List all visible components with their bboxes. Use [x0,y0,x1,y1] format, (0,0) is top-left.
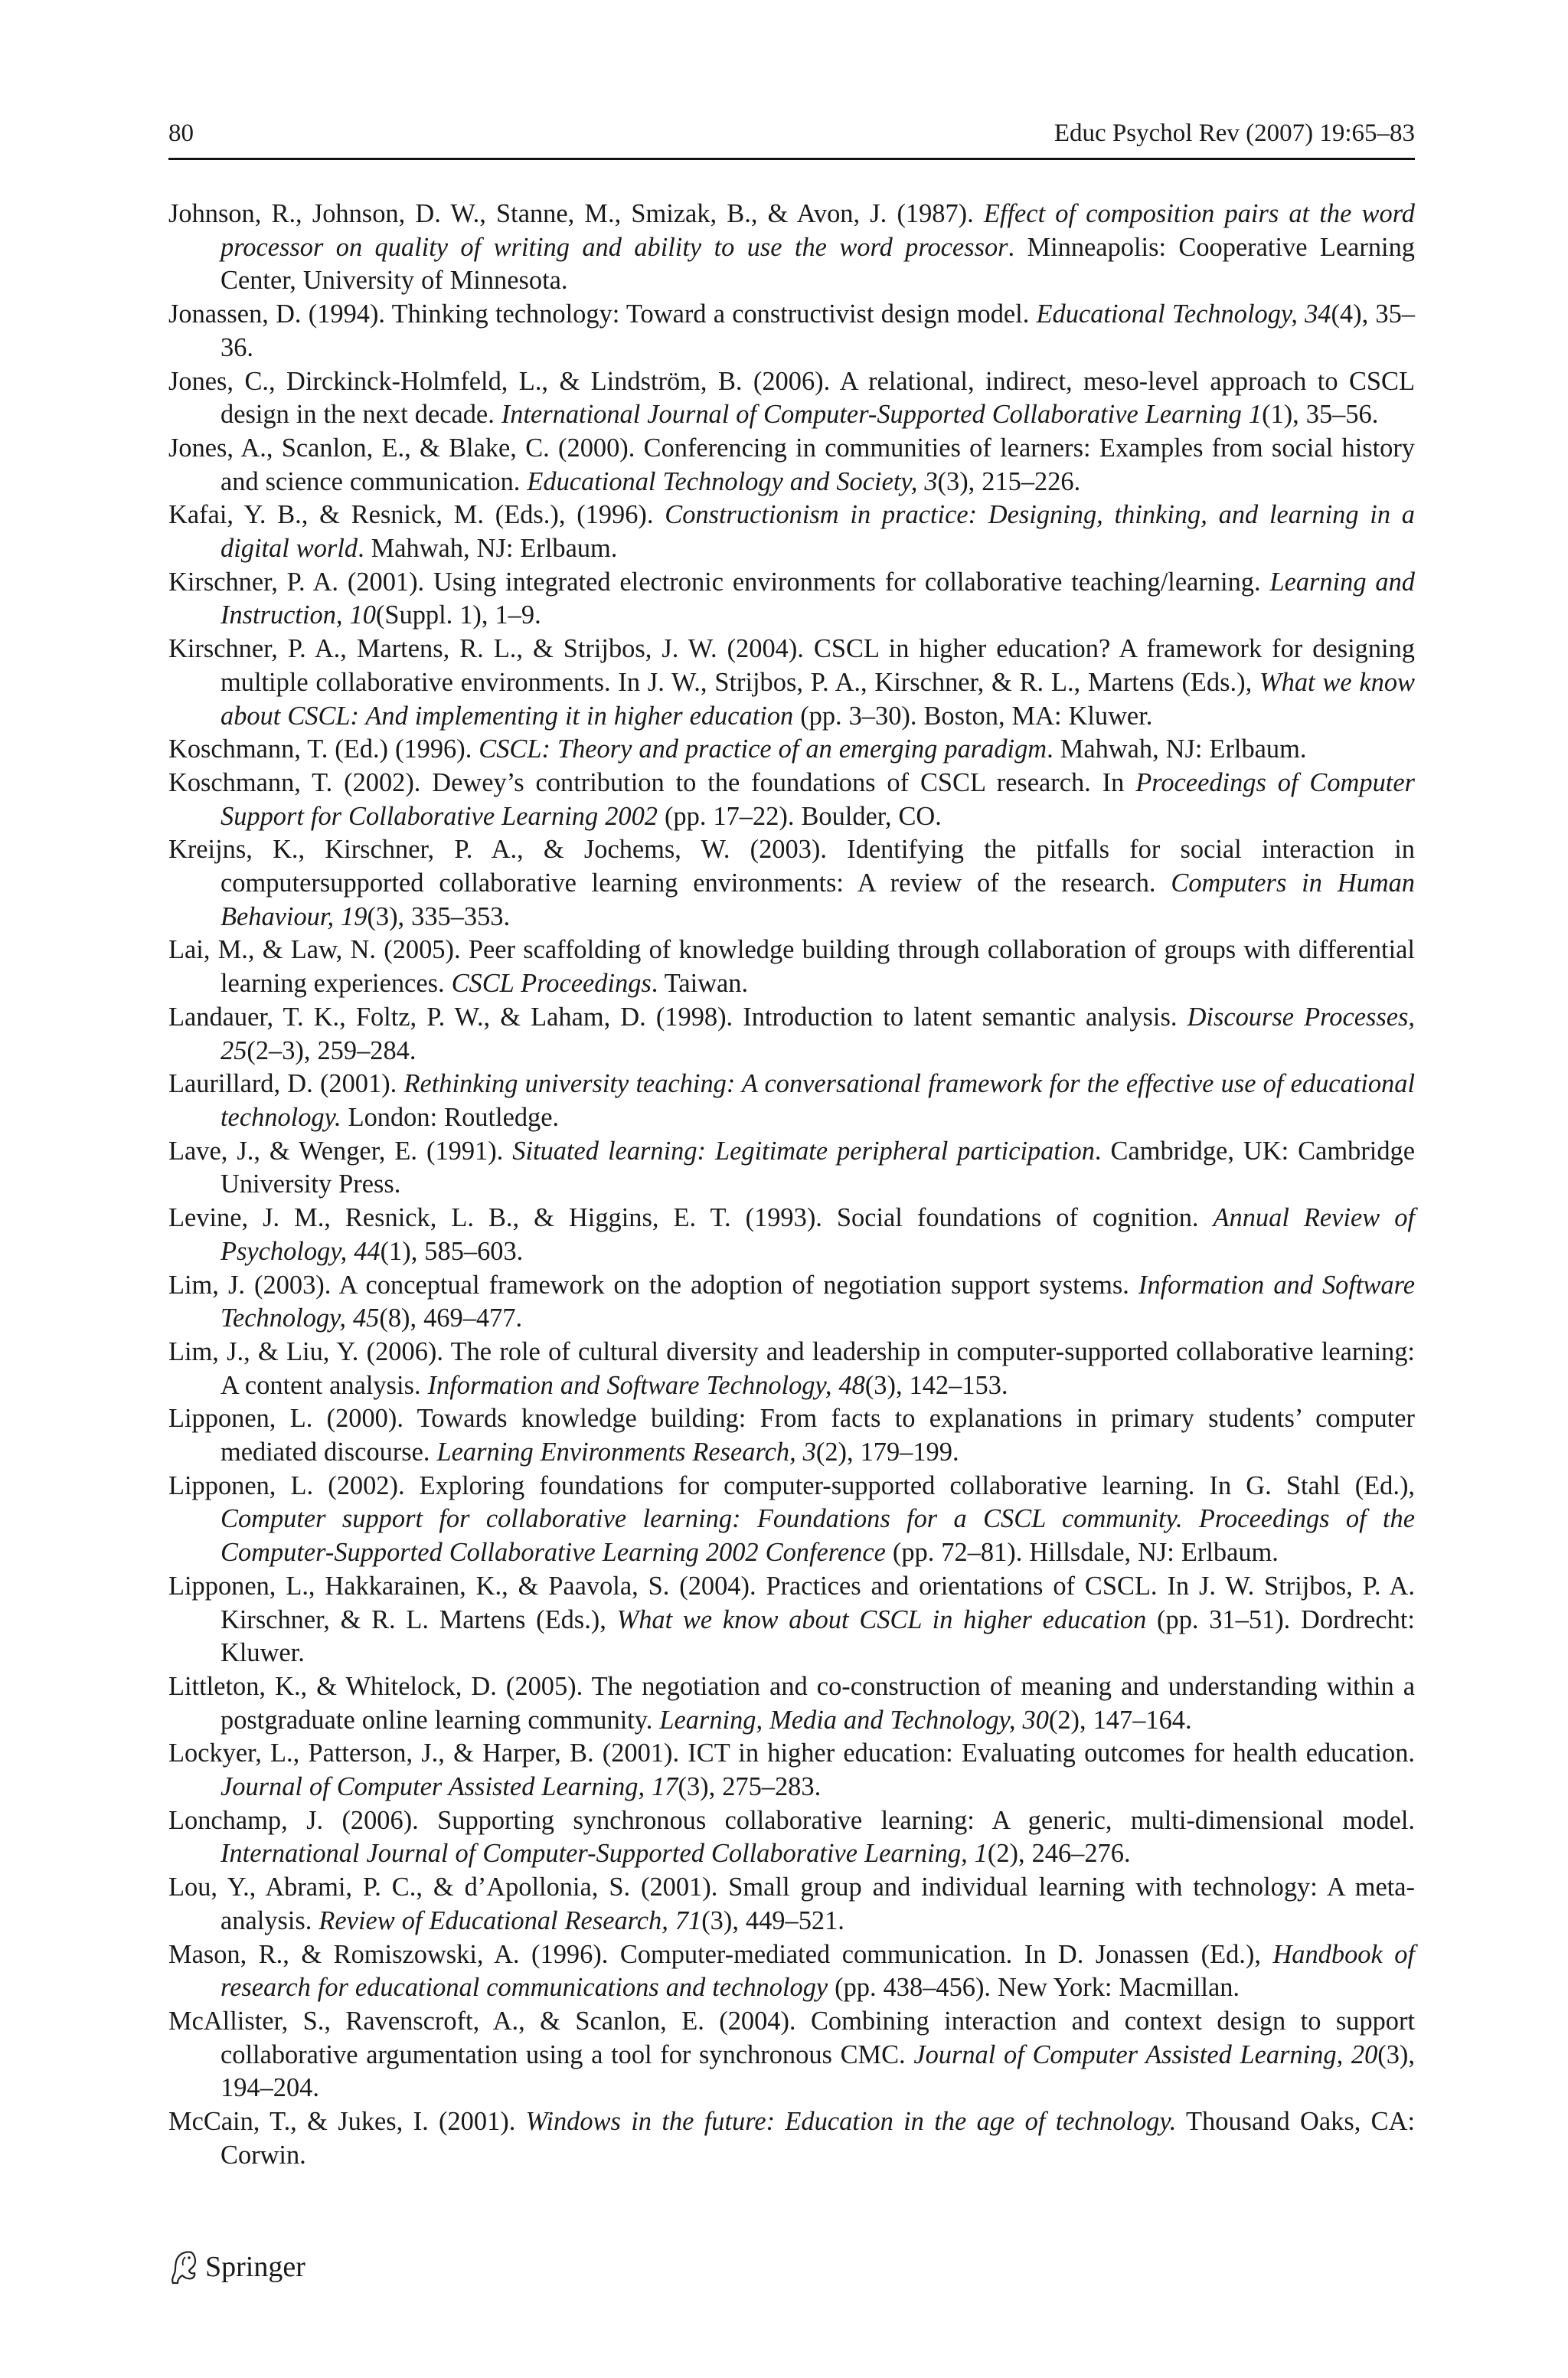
reference-entry [168,1470,1415,1570]
reference-italic-segment: Handbook of research for educational communications and technology [220,1939,1415,2003]
reference-entry [168,1570,1415,1670]
reference-text-segment: Jones, C., Dirckinck-Holmfeld, L., & Lindström, B. (2006). A relational, indirect, meso-level approach to CSCL design in the next decade. [168,366,1415,430]
reference-text-segment: Lipponen, L. (2002). Exploring foundations for computer-supported collaborative learning. In G. Stahl (Ed.), [168,1470,1415,1500]
reference-text-segment: Lockyer, L., Patterson, J., & Harper, B. (2001). ICT in higher education: Evaluating outcomes for health education. [168,1739,1415,1768]
reference-entry [168,365,1415,432]
reference-text-segment: Koschmann, T. (Ed.) (1996). [168,734,479,764]
reference-entry [168,2105,1415,2172]
reference-text-segment: Kirschner, P. A. (2001). Using integrated electronic environments for collaborative teaching/learning. [168,567,1270,597]
reference-italic-segment: Discourse Processes, 25 [220,1002,1415,1065]
reference-entry [168,1402,1415,1469]
reference-italic-segment: CSCL Proceedings [451,969,652,999]
reference-text-segment: (3), 215–226. [937,466,1081,496]
reference-text-segment: Lim, J. (2003). A conceptual framework on the adoption of negotiation support systems. [168,1270,1138,1300]
reference-text-segment: McAllister, S., Ravenscroft, A., & Scanlon, E. (2004). Combining interaction and context design to support collaborative argumentation using a tool for synchronous CMC. [168,2006,1415,2069]
reference-entry [168,1068,1415,1134]
reference-italic-segment: Review of Educational Research, 71 [318,1905,702,1935]
reference-entry [168,1001,1415,1068]
reference-text-segment: Thousand Oaks, CA: Corwin. [220,2107,1416,2170]
reference-list [168,198,1415,2172]
reference-text-segment: (2), 179–199. [815,1438,959,1467]
reference-text-segment: Laurillard, D. (2001). [168,1069,404,1099]
reference-text-segment: Lipponen, L., Hakkarainen, K., & Paavola, S. (2004). Practices and orientations of CSCL. In J. W. Strijbos, P. A. Kirschner, & R. L. Martens (Eds.), [168,1571,1415,1634]
reference-text-segment: (3), 449–521. [701,1905,844,1935]
header-rule [168,158,1415,160]
reference-text-segment: (3), 194–204. [220,2039,1415,2103]
reference-text-segment: (2), 147–164. [1048,1705,1192,1735]
page-header [168,115,1415,161]
reference-italic-segment: Computer support for collaborative learning: Foundations for a CSCL community. Proceedings of the Computer-Supported Collaborative Learning 2002 Conference [220,1504,1415,1568]
reference-entry [168,1804,1415,1871]
publisher-name: Springer [205,2251,305,2283]
reference-italic-segment: Information and Software Technology, 48 [427,1370,865,1400]
reference-text-segment: Lonchamp, J. (2006). Supporting synchronous collaborative learning: A generic, multi-dimensional model. [168,1805,1415,1835]
reference-entry [168,767,1415,833]
reference-text-segment: (pp. 438–456). New York: Macmillan. [828,1973,1240,2003]
reference-text-segment: . Taiwan. [651,969,749,999]
reference-text-segment: Lai, M., & Law, N. (2005). Peer scaffolding of knowledge building through collaboration of groups with differential learning experiences. [168,935,1415,999]
reference-italic-segment: Effect of composition pairs at the word processor on quality of writing and ability to use the word processor [220,199,1415,262]
springer-horse-icon [168,2248,199,2286]
reference-italic-segment: What we know about CSCL: And implementing it in higher education [220,667,1415,731]
reference-text-segment: McCain, T., & Jukes, I. (2001). [168,2107,526,2137]
reference-entry [168,1938,1415,2005]
reference-entry [168,499,1415,565]
reference-entry [168,934,1415,1000]
publisher-footer [168,2244,305,2290]
reference-text-segment: . Mahwah, NJ: Erlbaum. [1047,734,1307,764]
reference-text-segment: (3), 275–283. [678,1772,822,1802]
reference-entry [168,566,1415,633]
running-head: Educ Psychol Rev (2007) 19:65–83 [1054,119,1415,147]
reference-entry [168,633,1415,733]
reference-entry [168,833,1415,934]
reference-italic-segment: Computers in Human Behaviour, 19 [220,868,1415,931]
reference-italic-segment: Rethinking university teaching: A conversational framework for the effective use of educational technology. [220,1069,1415,1132]
reference-text-segment: Johnson, R., Johnson, D. W., Stanne, M., Smizak, B., & Avon, J. (1987). [168,199,984,228]
reference-text-segment: (pp. 31–51). Dordrecht: Kluwer. [220,1604,1415,1668]
reference-italic-segment: Learning, Media and Technology, 30 [659,1705,1049,1735]
reference-text-segment: (2), 246–276. [987,1839,1131,1869]
reference-italic-segment: CSCL: Theory and practice of an emerging paradigm [479,734,1047,764]
reference-text-segment: . Minneapolis: Cooperative Learning Center, University of Minnesota. [220,232,1415,296]
reference-entry [168,1737,1415,1804]
reference-text-segment: Jonassen, D. (1994). Thinking technology: Toward a constructivist design model. [168,299,1037,329]
reference-text-segment: . Cambridge, UK: Cambridge University Press. [220,1136,1415,1199]
reference-text-segment: Lave, J., & Wenger, E. (1991). [168,1136,513,1166]
reference-entry [168,1202,1415,1268]
reference-entry [168,432,1415,499]
reference-text-segment: . Mahwah, NJ: Erlbaum. [358,534,618,564]
reference-italic-segment: Proceedings of Computer Support for Collaborative Learning 2002 [220,767,1415,831]
reference-text-segment: (8), 469–477. [379,1303,523,1333]
reference-italic-segment: Learning Environments Research, 3 [436,1438,816,1467]
reference-text-segment: Kafai, Y. B., & Resnick, M. (Eds.), (1996). [168,500,665,530]
reference-text-segment: (2–3), 259–284. [247,1035,416,1065]
reference-entry [168,1871,1415,1938]
reference-text-segment: (3), 335–353. [367,901,511,931]
reference-entry [168,1135,1415,1202]
reference-italic-segment: Learning and Instruction, 10 [220,567,1415,630]
reference-text-segment: London: Routledge. [341,1102,560,1132]
page-number: 80 [168,119,194,147]
reference-italic-segment: International Journal of Computer-Supported Collaborative Learning, 1 [220,1839,988,1869]
reference-entry [168,1269,1415,1336]
reference-entry [168,1670,1415,1737]
reference-text-segment: (pp. 17–22). Boulder, CO. [657,801,942,831]
reference-text-segment: (1), 585–603. [380,1236,524,1266]
reference-text-segment: (Suppl. 1), 1–9. [375,600,541,630]
reference-text-segment: (1), 35–56. [1262,400,1379,430]
reference-text-segment: Kreijns, K., Kirschner, P. A., & Jochems, W. (2003). Identifying the pitfalls for social interaction in computersupported collaborative learning environments: A review of the research. [168,835,1415,898]
reference-italic-segment: Journal of Computer Assisted Learning, 20 [913,2039,1378,2069]
reference-text-segment: Lou, Y., Abrami, P. C., & d’Apollonia, S. (2001). Small group and individual learning with technology: A meta-analysis. [168,1873,1415,1935]
reference-entry [168,2005,1415,2105]
reference-entry [168,298,1415,365]
reference-text-segment: (3), 142–153. [864,1370,1008,1400]
reference-italic-segment: Information and Software Technology, 45 [220,1270,1415,1333]
reference-italic-segment: Educational Technology, 34 [1036,299,1331,329]
reference-text-segment: Littleton, K., & Whitelock, D. (2005). The negotiation and co-construction of meaning and understanding within a postgraduate online learning community. [168,1671,1415,1735]
reference-text-segment: Koschmann, T. (2002). Dewey’s contribution to the foundations of CSCL research. In [168,767,1136,797]
reference-text-segment: (4), 35–36. [220,299,1415,362]
reference-italic-segment: Constructionism in practice: Designing, thinking, and learning in a digital world [220,500,1415,564]
reference-entry [168,1336,1415,1402]
reference-italic-segment: Situated learning: Legitimate peripheral participation [512,1136,1095,1166]
reference-text-segment: Mason, R., & Romiszowski, A. (1996). Computer-mediated communication. In D. Jonassen (Ed.), [168,1939,1273,1969]
reference-text-segment: Kirschner, P. A., Martens, R. L., & Strijbos, J. W. (2004). CSCL in higher education? A framework for designing multiple collaborative environments. In J. W., Strijbos, P. A., Kirschner, & R. L., Martens (Eds.), [168,634,1415,697]
reference-entry [168,198,1415,298]
reference-italic-segment: Annual Review of Psychology, 44 [220,1203,1415,1266]
reference-italic-segment: What we know about CSCL in higher education [616,1604,1147,1634]
reference-text-segment: (pp. 3–30). Boston, MA: Kluwer. [793,701,1153,731]
reference-text-segment: Lipponen, L. (2000). Towards knowledge building: From facts to explanations in primary students’ computer mediated discourse. [168,1404,1415,1467]
reference-text-segment: Landauer, T. K., Foltz, P. W., & Laham, D. (1998). Introduction to latent semantic analysis. [168,1002,1187,1032]
reference-italic-segment: Windows in the future: Education in the age of technology. [525,2107,1177,2137]
reference-italic-segment: Educational Technology and Society, 3 [527,466,938,496]
reference-text-segment: (pp. 72–81). Hillsdale, NJ: Erlbaum. [885,1538,1279,1568]
reference-text-segment: Levine, J. M., Resnick, L. B., & Higgins, E. T. (1993). Social foundations of cognition. [168,1203,1214,1233]
reference-italic-segment: International Journal of Computer-Supported Collaborative Learning 1 [501,400,1263,430]
reference-text-segment: Lim, J., & Liu, Y. (2006). The role of cultural diversity and leadership in computer-supported collaborative learning: A content analysis. [168,1336,1415,1400]
reference-text-segment: Jones, A., Scanlon, E., & Blake, C. (2000). Conferencing in communities of learners: Examples from social history and science communication. [168,433,1415,496]
reference-entry [168,733,1415,767]
reference-italic-segment: Journal of Computer Assisted Learning, 17 [220,1772,678,1802]
